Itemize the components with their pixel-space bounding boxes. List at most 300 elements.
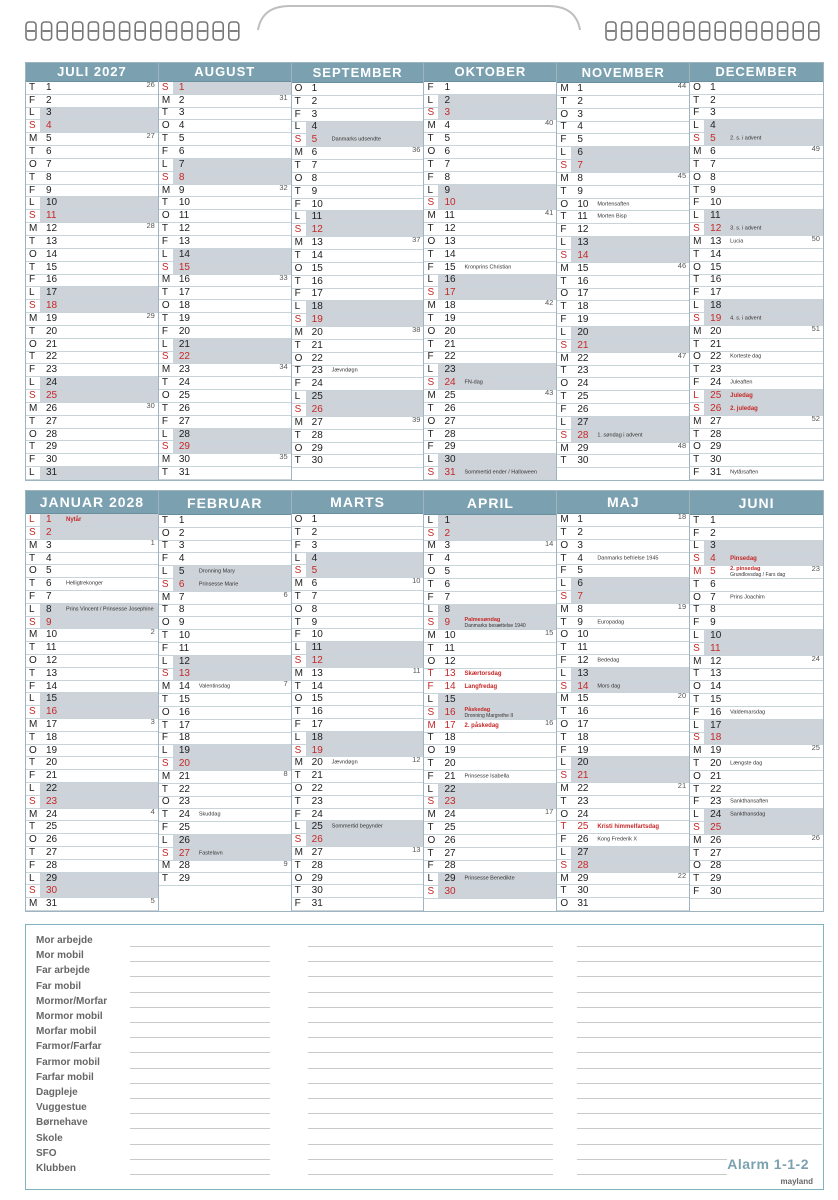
week-number: 30 xyxy=(146,400,155,410)
weekday-letter: L xyxy=(693,540,699,552)
day-row xyxy=(557,796,689,809)
weekday-letter: T xyxy=(427,312,434,324)
day-number: 7 xyxy=(311,159,318,171)
day-number: 9 xyxy=(444,617,451,629)
day-number: 20 xyxy=(311,326,323,338)
weekday-letter: T xyxy=(294,590,301,602)
day-number: 23 xyxy=(577,795,589,807)
week-number: 6 xyxy=(283,589,288,599)
weekday-letter: F xyxy=(294,288,301,300)
day-number: 10 xyxy=(444,197,456,209)
day-number: 4 xyxy=(710,553,716,565)
day-note xyxy=(464,707,513,719)
write-line[interactable] xyxy=(308,1144,553,1145)
write-line[interactable] xyxy=(308,1037,553,1038)
week-number: 33 xyxy=(279,272,288,282)
day-row xyxy=(424,873,556,886)
day-number: 3 xyxy=(444,107,451,119)
week-number: 17 xyxy=(544,807,554,817)
day-number: 10 xyxy=(46,629,58,641)
weekday-letter: L xyxy=(560,147,566,159)
write-line[interactable] xyxy=(130,1052,270,1053)
day-number: 1 xyxy=(178,514,185,526)
write-line[interactable] xyxy=(577,1083,822,1084)
day-row xyxy=(690,592,823,605)
day-number: 4 xyxy=(178,553,185,565)
day-row xyxy=(424,553,556,566)
weekday-letter: O xyxy=(560,898,569,910)
day-row xyxy=(292,655,424,668)
contact-row xyxy=(26,1133,825,1147)
day-row xyxy=(557,366,689,379)
weekday-letter: M xyxy=(29,808,38,820)
write-line[interactable] xyxy=(308,1068,553,1069)
day-number: 10 xyxy=(178,630,190,642)
weekday-letter: T xyxy=(161,377,168,389)
write-line[interactable] xyxy=(130,1098,270,1099)
day-number: 7 xyxy=(46,590,52,602)
day-number: 25 xyxy=(178,822,190,834)
weekday-letter: T xyxy=(29,351,36,363)
day-row xyxy=(690,694,823,707)
contact-row xyxy=(26,1148,825,1162)
day-row xyxy=(690,873,823,886)
day-row xyxy=(159,873,291,886)
day-row xyxy=(557,629,689,642)
write-line[interactable] xyxy=(130,992,270,993)
write-line[interactable] xyxy=(308,1174,553,1175)
weekday-letter: L xyxy=(294,301,301,313)
weekday-letter: T xyxy=(427,133,434,145)
write-line[interactable] xyxy=(130,1144,270,1145)
day-row xyxy=(424,797,556,810)
day-note xyxy=(597,684,620,690)
day-number: 6 xyxy=(178,578,185,590)
day-row xyxy=(424,146,556,159)
day-row xyxy=(557,821,689,834)
day-row xyxy=(159,339,291,352)
weekday-letter: T xyxy=(294,616,301,628)
write-line[interactable] xyxy=(577,992,822,993)
write-line[interactable] xyxy=(308,1052,553,1053)
day-note-line: 1. søndag i advent xyxy=(597,431,643,438)
weekday-letter: O xyxy=(693,81,701,93)
day-row xyxy=(292,873,424,886)
weekday-letter: S xyxy=(161,668,169,680)
day-number: 27 xyxy=(178,415,190,427)
day-number: 5 xyxy=(46,133,52,145)
month-header: DECEMBER xyxy=(690,63,823,82)
month-column xyxy=(292,63,425,480)
day-number: 17 xyxy=(46,718,58,730)
write-line[interactable] xyxy=(130,1113,270,1114)
day-number: 31 xyxy=(178,467,190,479)
weekday-letter: F xyxy=(693,467,700,479)
write-line[interactable] xyxy=(130,1007,270,1008)
day-number: 7 xyxy=(444,591,451,603)
weekday-letter: S xyxy=(693,642,700,654)
day-note xyxy=(730,556,757,562)
day-row xyxy=(690,185,823,198)
weekday-letter: F xyxy=(560,224,567,236)
day-row xyxy=(159,377,291,390)
weekday-letter: L xyxy=(693,210,699,222)
day-note xyxy=(66,517,81,523)
day-row xyxy=(424,300,556,313)
day-number: 5 xyxy=(710,566,716,578)
weekday-letter: M xyxy=(427,120,436,132)
day-row xyxy=(690,515,823,528)
day-number: 10 xyxy=(444,630,456,642)
day-row xyxy=(557,289,689,302)
day-number: 2 xyxy=(46,94,52,106)
day-row xyxy=(424,515,556,528)
day-number: 7 xyxy=(577,159,583,171)
day-row xyxy=(292,289,424,302)
weekday-letter: T xyxy=(560,95,567,107)
day-row xyxy=(26,133,158,146)
day-note-line: Sankthansdag xyxy=(730,811,766,818)
day-row xyxy=(159,262,291,275)
day-number: 22 xyxy=(311,352,323,364)
write-line[interactable] xyxy=(308,961,553,962)
day-number: 7 xyxy=(577,590,583,602)
week-number: 15 xyxy=(544,628,554,638)
day-row xyxy=(557,199,689,212)
weekday-letter: L xyxy=(29,197,35,209)
day-number: 30 xyxy=(444,886,456,897)
day-row xyxy=(424,669,556,682)
weekday-letter: F xyxy=(294,198,301,210)
weekday-letter: S xyxy=(29,120,36,132)
weekday-letter: S xyxy=(427,617,435,629)
day-row xyxy=(690,275,823,288)
empty-space xyxy=(690,899,823,911)
day-number: 22 xyxy=(178,783,190,795)
day-row xyxy=(26,364,158,377)
write-line[interactable] xyxy=(308,1022,553,1023)
day-number: 2 xyxy=(444,94,451,106)
write-line[interactable] xyxy=(577,946,822,947)
write-line[interactable] xyxy=(130,976,270,977)
day-row xyxy=(26,146,158,159)
write-line[interactable] xyxy=(577,1159,727,1160)
day-row xyxy=(292,770,424,783)
day-row xyxy=(292,591,424,604)
day-row xyxy=(26,565,158,578)
weekday-letter: O xyxy=(294,262,303,274)
write-line[interactable] xyxy=(308,1128,553,1129)
write-line[interactable] xyxy=(308,1159,553,1160)
weekday-letter: M xyxy=(294,147,303,159)
weekday-letter: F xyxy=(294,629,301,641)
day-row xyxy=(159,272,291,288)
day-number: 23 xyxy=(311,365,323,377)
write-line[interactable] xyxy=(130,1022,270,1023)
day-row xyxy=(424,185,556,198)
day-number: 6 xyxy=(710,578,716,590)
weekday-letter: M xyxy=(294,416,303,428)
write-line[interactable] xyxy=(577,976,822,977)
day-number: 7 xyxy=(46,158,52,170)
day-note-line: Skuddag xyxy=(198,811,221,818)
day-row xyxy=(557,314,689,327)
day-number: 16 xyxy=(710,706,722,718)
day-note xyxy=(332,825,383,831)
contact-label: Børnehave xyxy=(36,1117,88,1129)
day-number: 8 xyxy=(46,171,52,183)
week-number: 22 xyxy=(677,870,687,880)
weekday-letter: S xyxy=(427,107,435,119)
weekday-letter: L xyxy=(161,745,168,757)
write-line[interactable] xyxy=(308,992,553,993)
weekday-letter: M xyxy=(427,210,436,222)
day-number: 10 xyxy=(311,198,323,210)
write-line[interactable] xyxy=(577,961,822,962)
day-number: 17 xyxy=(178,719,190,731)
day-number: 24 xyxy=(444,377,456,389)
weekday-letter: S xyxy=(560,590,567,602)
day-row xyxy=(557,109,689,122)
day-row xyxy=(26,719,158,732)
weekday-letter: L xyxy=(29,872,35,884)
weekday-letter: T xyxy=(29,145,36,157)
day-row xyxy=(26,339,158,352)
weekday-letter: S xyxy=(161,81,169,93)
day-row xyxy=(292,719,424,732)
write-line[interactable] xyxy=(308,976,553,977)
write-line[interactable] xyxy=(577,1052,822,1053)
day-number: 10 xyxy=(577,198,589,210)
weekday-letter: S xyxy=(693,553,700,565)
write-line[interactable] xyxy=(308,946,553,947)
weekday-letter: T xyxy=(29,846,36,858)
day-row xyxy=(690,630,823,643)
day-number: 28 xyxy=(444,428,456,440)
weekday-letter: F xyxy=(161,642,168,654)
write-line[interactable] xyxy=(130,1128,270,1129)
write-line[interactable] xyxy=(308,1083,553,1084)
weekday-letter: S xyxy=(560,859,567,871)
weekday-letter: L xyxy=(161,834,168,846)
weekday-letter: T xyxy=(560,795,567,807)
day-number: 3 xyxy=(178,107,185,119)
day-number: 17 xyxy=(311,718,323,730)
write-line[interactable] xyxy=(577,1037,822,1038)
week-number: 48 xyxy=(677,440,687,450)
day-note xyxy=(730,239,743,245)
write-line[interactable] xyxy=(130,1159,270,1160)
weekday-letter: M xyxy=(294,578,303,590)
day-number: 30 xyxy=(46,454,58,466)
write-line[interactable] xyxy=(577,1144,822,1145)
day-number: 16 xyxy=(46,706,58,718)
day-row xyxy=(424,643,556,656)
weekday-letter: L xyxy=(560,237,566,249)
day-number: 7 xyxy=(710,591,716,603)
weekday-letter: S xyxy=(427,287,435,299)
day-row xyxy=(26,796,158,809)
weekday-letter: T xyxy=(29,642,36,654)
day-row xyxy=(292,404,424,417)
day-row xyxy=(292,301,424,314)
week-number: 37 xyxy=(412,235,421,245)
weekday-letter: T xyxy=(693,847,700,859)
weekday-letter: F xyxy=(693,886,700,897)
weekday-letter: T xyxy=(294,429,301,441)
day-note-line: FN-dag xyxy=(464,379,483,386)
week-number: 3 xyxy=(150,717,155,727)
day-number: 18 xyxy=(46,731,58,743)
day-number: 18 xyxy=(46,300,58,312)
day-row xyxy=(424,656,556,669)
day-note-line: Skærtorsdag xyxy=(464,671,502,678)
weekday-letter: T xyxy=(693,668,700,680)
day-row xyxy=(26,197,158,210)
day-row xyxy=(424,339,556,352)
day-number: 14 xyxy=(710,681,722,693)
day-note xyxy=(730,710,765,716)
day-row xyxy=(159,108,291,121)
weekday-letter: L xyxy=(427,514,434,526)
weekday-letter: F xyxy=(427,171,434,183)
week-number: 13 xyxy=(412,845,421,855)
month-header: SEPTEMBER xyxy=(292,63,424,83)
weekday-letter: F xyxy=(161,145,168,157)
weekday-letter: M xyxy=(161,454,171,466)
day-row xyxy=(159,364,291,377)
day-row xyxy=(424,694,556,707)
day-number: 26 xyxy=(46,402,58,414)
day-row xyxy=(26,467,158,480)
day-row xyxy=(26,236,158,249)
day-row xyxy=(159,617,291,630)
write-line[interactable] xyxy=(130,1037,270,1038)
weekday-letter: F xyxy=(29,590,36,602)
day-row xyxy=(26,185,158,198)
week-number: 10 xyxy=(412,576,421,586)
write-line[interactable] xyxy=(130,946,270,947)
day-number: 15 xyxy=(178,261,190,273)
weekday-letter: F xyxy=(161,732,168,744)
day-number: 2 xyxy=(178,94,185,106)
weekday-letter: O xyxy=(161,300,170,312)
day-row xyxy=(292,642,424,655)
weekday-letter: O xyxy=(560,198,569,210)
day-row xyxy=(424,605,556,618)
weekday-letter: T xyxy=(560,121,567,133)
day-row xyxy=(26,223,158,236)
day-row xyxy=(26,693,158,706)
write-line[interactable] xyxy=(308,1113,553,1114)
day-row xyxy=(292,834,424,847)
weekday-letter: F xyxy=(161,325,168,337)
day-number: 30 xyxy=(444,454,456,466)
day-number: 19 xyxy=(311,314,323,326)
day-number: 7 xyxy=(311,590,318,602)
day-row xyxy=(690,377,823,390)
weekday-letter: O xyxy=(427,235,436,247)
day-note xyxy=(597,824,659,830)
weekday-letter: T xyxy=(161,223,168,235)
day-number: 7 xyxy=(178,158,185,170)
day-number: 29 xyxy=(311,872,323,884)
month-column xyxy=(424,63,557,480)
day-number: 12 xyxy=(311,224,323,236)
contact-label: Dagpleje xyxy=(36,1087,78,1098)
day-note-line: 2. s. i advent xyxy=(730,135,762,142)
weekday-letter: O xyxy=(294,172,303,184)
day-row xyxy=(159,236,291,249)
day-note-line: Sommertid ender / Halloween xyxy=(464,469,537,476)
month-header: APRIL xyxy=(424,491,556,515)
day-number: 14 xyxy=(46,680,58,692)
day-number: 17 xyxy=(710,719,722,731)
day-note xyxy=(730,761,762,767)
day-number: 16 xyxy=(577,706,589,718)
day-number: 11 xyxy=(577,642,588,654)
write-line[interactable] xyxy=(577,1128,822,1129)
day-row xyxy=(690,390,823,403)
write-line[interactable] xyxy=(308,1098,553,1099)
day-number: 13 xyxy=(311,667,323,679)
weekday-letter: S xyxy=(29,526,36,538)
write-line[interactable] xyxy=(577,1068,822,1069)
day-number: 26 xyxy=(444,402,456,414)
mayland-logo: mayland xyxy=(780,1177,813,1186)
day-number: 2 xyxy=(444,527,451,539)
day-number: 12 xyxy=(46,223,58,235)
write-line[interactable] xyxy=(130,961,270,962)
day-number: 23 xyxy=(178,796,190,808)
day-number: 24 xyxy=(46,377,58,389)
day-number: 6 xyxy=(178,145,185,157)
write-line[interactable] xyxy=(577,1174,727,1175)
day-number: 26 xyxy=(311,404,323,416)
write-line[interactable] xyxy=(308,1007,553,1008)
day-row xyxy=(690,605,823,618)
day-row xyxy=(292,565,424,578)
day-note xyxy=(464,684,497,690)
day-note-line: Danmarks udsendte xyxy=(331,136,381,143)
write-line[interactable] xyxy=(130,1083,270,1084)
write-line[interactable] xyxy=(577,1113,822,1114)
week-number: 40 xyxy=(544,118,554,128)
days-list xyxy=(424,82,556,480)
weekday-letter: M xyxy=(693,566,702,578)
day-number: 18 xyxy=(178,300,190,312)
weekday-letter: O xyxy=(161,120,170,132)
day-number: 4 xyxy=(577,121,583,133)
write-line[interactable] xyxy=(130,1068,270,1069)
day-row xyxy=(557,211,689,224)
write-line[interactable] xyxy=(577,1007,822,1008)
weekday-letter: L xyxy=(427,454,434,466)
day-number: 23 xyxy=(710,796,722,808)
write-line[interactable] xyxy=(130,1174,270,1175)
day-number: 6 xyxy=(444,145,451,157)
weekday-letter: L xyxy=(29,603,35,615)
day-number: 3 xyxy=(46,107,52,119)
write-line[interactable] xyxy=(577,1098,822,1099)
write-line[interactable] xyxy=(577,1022,822,1023)
weekday-letter: T xyxy=(161,467,168,479)
day-number: 15 xyxy=(46,693,58,705)
day-row xyxy=(557,250,689,263)
weekday-letter: T xyxy=(693,694,700,706)
day-number: 11 xyxy=(444,642,455,654)
day-number: 20 xyxy=(46,757,58,769)
